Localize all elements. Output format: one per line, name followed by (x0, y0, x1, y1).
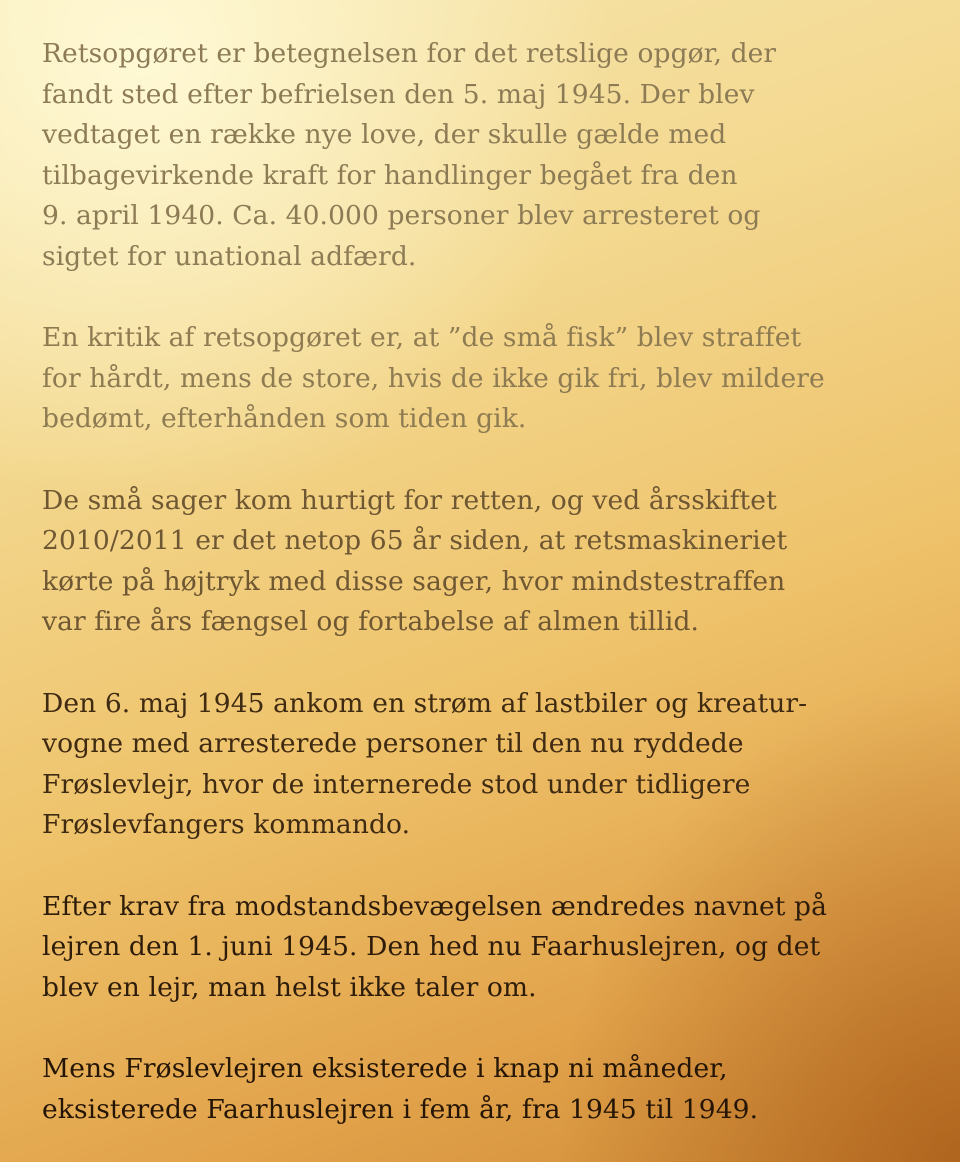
paragraph-6-maj-1945: Den 6. maj 1945 ankom en strøm af lastbiler og kreatur- vogne med arresterede personer til den nu ryddede Frøslevlejr, hvor de internerede stod under tidligere Frøslevfangers kommando. (42, 687, 808, 840)
paragraph-kritik: En kritik af retsopgøret er, at ”de små fisk” blev straffet for hårdt, mens de store, hvis de ikke gik fri, blev mildere bedømt, efterhånden som tiden gik. (42, 322, 825, 434)
paragraph-smaa-sager: De små sager kom hurtigt for retten, og ved årsskiftet 2010/2011 er det netop 65 år siden, at retsmaskineriet kørte på højtryk med disse sager, hvor mindstestraffen var fire års fængsel og fortabelse af almen tillid. (42, 484, 788, 637)
paragraph-faarhuslejren: Mens Frøslevlejren eksisterede i knap ni måneder, eksisterede Faarhuslejren i fem år, fra 1945 til 1949. (42, 1053, 759, 1125)
paragraph-retsopgoeret: Retsopgøret er betegnelsen for det retslige opgør, der fandt sted efter befrielsen den 5. maj 1945. Der blev vedtaget en række nye love, der skulle gælde med tilbagevirkende kraft for handlinger begået fra den 9. april 1940. Ca. 40.000 personer blev arresteret og sigtet for unational adfærd. (42, 38, 777, 272)
paragraph-navneaendring: Efter krav fra modstandsbevægelsen ændredes navnet på lejren den 1. juni 1945. Den hed nu Faarhuslejren, og det blev en lejr, man helst ikke taler om. (42, 890, 828, 1003)
